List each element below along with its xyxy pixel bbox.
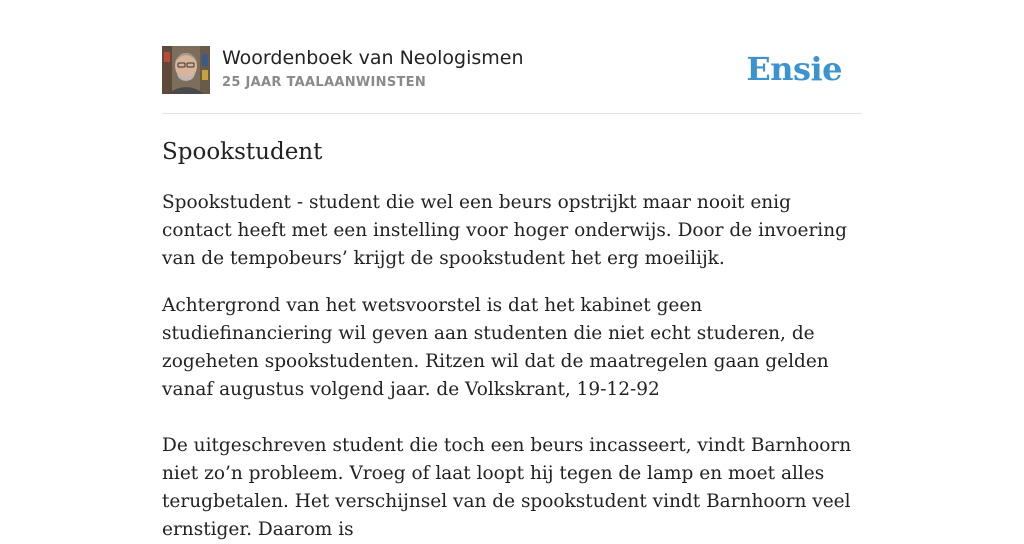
blog-header xyxy=(162,46,862,96)
author-avatar[interactable] xyxy=(162,46,210,94)
blog-name[interactable]: Woordenboek van Neologismen xyxy=(222,47,524,69)
article-paragraph: Achtergrond van het wetsvoorstel is dat het kabinet geen studiefinanciering wil geven aan studenten die niet echt studeren, de zogeheten spookstudenten. Ritzen wil dat de maatregelen gaan gelden vanaf augustus volgend jaar. de Volkskrant, 19-12-92 xyxy=(162,295,829,400)
article-title: Spookstudent xyxy=(162,139,323,165)
ensie-logo[interactable]: Ensie xyxy=(746,50,842,88)
article-paragraph: De uitgeschreven student die toch een beurs incasseert, vindt Barnhoorn niet zo’n probleem. Vroeg of laat loopt hij tegen de lamp en moet alles terugbetalen. Het verschijnsel van de spookstudent vindt Barnhoorn veel ernstiger. Daarom is xyxy=(162,435,852,540)
article xyxy=(162,136,862,544)
blog-subtitle: 25 JAAR TAALAANWINSTEN xyxy=(222,75,427,90)
header-divider xyxy=(162,113,862,114)
article-paragraph: Spookstudent - student die wel een beurs opstrijkt maar nooit enig contact heeft met een instelling voor hoger onderwijs. Door de invoering van de tempobeurs’ krijgt de spookstudent het erg moeilijk. xyxy=(162,192,847,269)
